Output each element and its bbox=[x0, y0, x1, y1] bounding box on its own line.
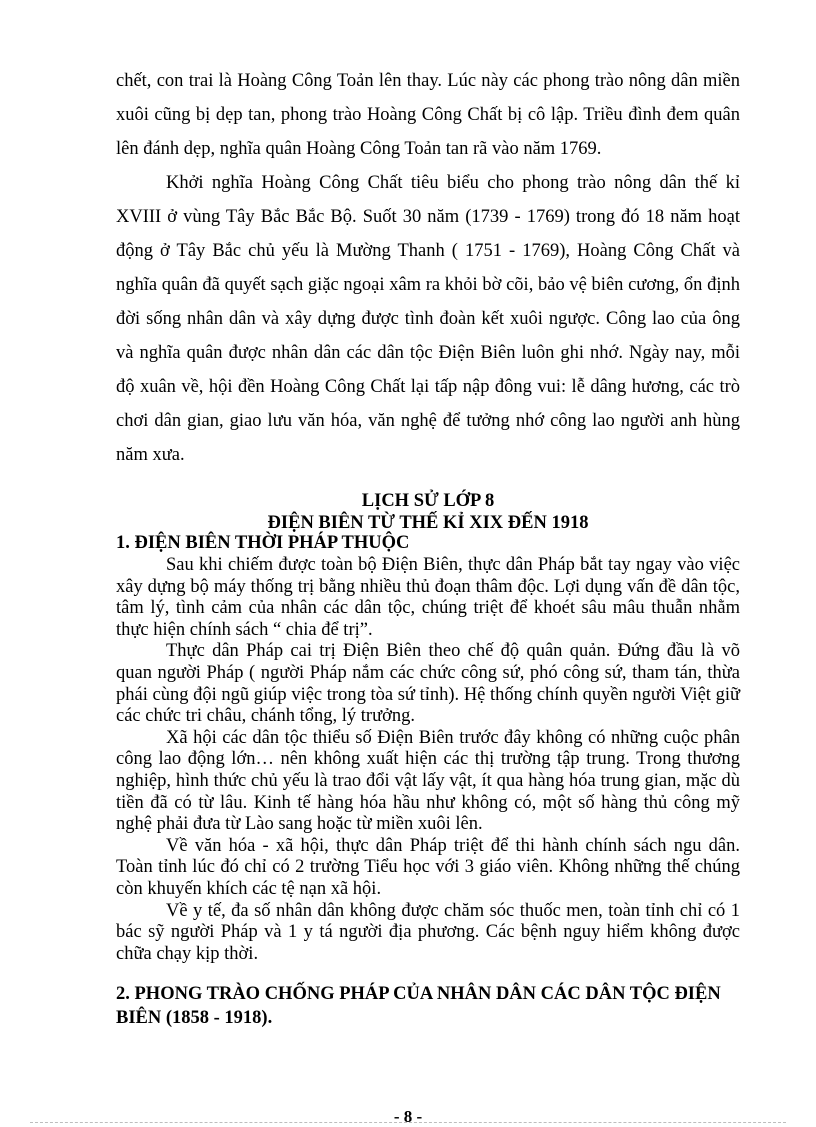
paragraph: Về văn hóa - xã hội, thực dân Pháp triệt để thi hành chính sách ngu dân. Toàn tỉnh lúc đó chỉ có 2 trường Tiểu học với 3 giáo viên. Không những thế chúng còn khuyến khích các tệ nạn xã hội. bbox=[116, 835, 740, 899]
lesson-subtitle: ĐIỆN BIÊN TỪ THẾ KỈ XIX ĐẾN 1918 bbox=[267, 513, 589, 533]
paragraph: chết, con trai là Hoàng Công Toản lên thay. Lúc này các phong trào nông dân miền xuôi cũng bị dẹp tan, phong trào Hoàng Công Chất bị cô lập. Triều đình đem quân lên đánh dẹp, nghĩa quân Hoàng Công Toản tan rã vào năm 1769. bbox=[116, 71, 740, 159]
section-1-body bbox=[116, 555, 740, 965]
intro-text-block bbox=[116, 64, 740, 472]
paragraph: Khởi nghĩa Hoàng Công Chất tiêu biểu cho phong trào nông dân thế kỉ XVIII ở vùng Tây Bắc Bắc Bộ. Suốt 30 năm (1739 - 1769) trong đó 18 năm hoạt động ở Tây Bắc chủ yếu là Mường Thanh ( 1751 - 1769), Hoàng Công Chất và nghĩa quân đã quyết sạch giặc ngoại xâm ra khỏi bờ cõi, bảo vệ biên cương, ổn định đời sống nhân dân và xây dựng được tình đoàn kết xuôi ngược. Công lao của ông và nghĩa quân được nhân dân các dân tộc Điện Biên luôn ghi nhớ. Ngày nay, mỗi độ xuân về, hội đền Hoàng Công Chất lại tấp nập đông vui: lễ dâng hương, các trò chơi dân gian, giao lưu văn hóa, văn nghệ để tưởng nhớ công lao người anh hùng năm xưa. bbox=[116, 173, 740, 465]
paragraph: Thực dân Pháp cai trị Điện Biên theo chế độ quân quản. Đứng đầu là võ quan người Pháp ( người Pháp nắm các chức công sứ, phó công sứ, tham tán, thừa phái cùng đội ngũ giúp việc trong tòa sứ tỉnh). Hệ thống chính quyền người Việt giữ các chức tri châu, chánh tổng, lý trưởng. bbox=[116, 641, 740, 727]
page-number: - 8 - bbox=[393, 1107, 423, 1126]
paragraph: Xã hội các dân tộc thiểu số Điện Biên trước đây không có những cuộc phân công lao động lớn… nên không xuất hiện các thị trường tập trung. Trong thương nghiệp, hình thức chủ yếu là trao đổi vật lấy vật, ít qua hàng hóa trung gian, mặc dù tiền đã có từ lâu. Kinh tế hàng hóa hầu như không có, một số hàng thủ công mỹ nghệ phải đưa từ Lào sang hoặc từ miền xuôi lên. bbox=[116, 727, 740, 835]
lesson-title: LỊCH SỬ LỚP 8 bbox=[361, 491, 495, 511]
paragraph: Về y tế, đa số nhân dân không được chăm sóc thuốc men, toàn tỉnh chỉ có 1 bác sỹ người Pháp và 1 y tá người địa phương. Các bệnh nguy hiểm không được chữa chạy kịp thời. bbox=[116, 900, 740, 964]
paragraph: Sau khi chiếm được toàn bộ Điện Biên, thực dân Pháp bắt tay ngay vào việc xây dựng bộ máy thống trị bằng nhiều thủ đoạn thâm độc. Lợi dụng vấn đề dân tộc, tâm lý, tình cảm của nhân các dân tộc, chúng triệt để khoét sâu mâu thuẫn nhằm thực hiện chính sách “ chia để trị”. bbox=[116, 555, 740, 640]
section-heading-1: 1. ĐIỆN BIÊN THỜI PHÁP THUỘC bbox=[116, 533, 410, 553]
section-heading-2: 2. PHONG TRÀO CHỐNG PHÁP CỦA NHÂN DÂN CÁC DÂN TỘC ĐIỆN BIÊN (1858 - 1918). bbox=[116, 984, 721, 1028]
